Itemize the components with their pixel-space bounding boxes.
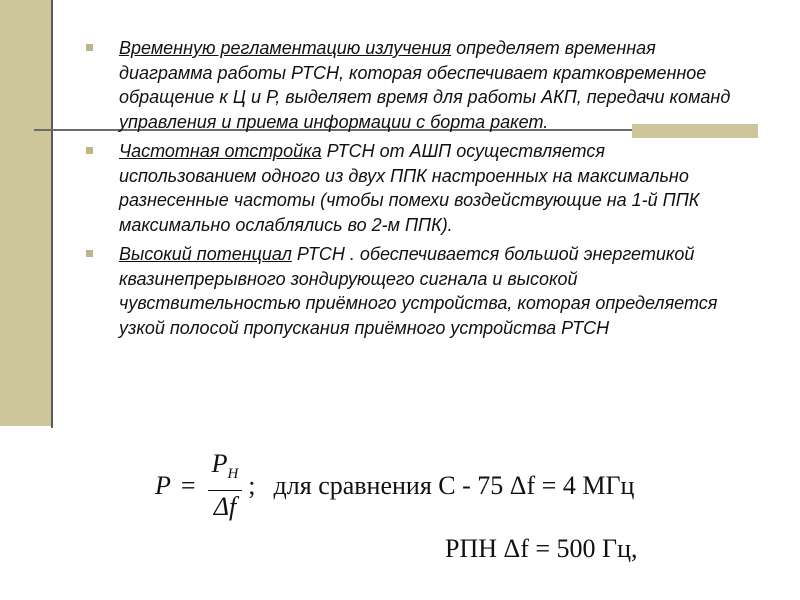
slide-body — [86, 36, 746, 345]
bullet-lead: Временную регламентацию излучения — [119, 38, 452, 58]
decorative-vertical-rule — [51, 0, 53, 428]
bullet-text: определяет временная диаграмма работы РТСН, которая обеспечивает кратковременное обращение к Ц и Р, выделяет время для работы АКП, передачи команд управления и приема информации с борта ракет. — [119, 38, 731, 132]
formula-semicolon: ; — [248, 471, 256, 500]
bullet-lead: Высокий потенциал — [119, 244, 292, 264]
decorative-side-band — [0, 0, 52, 426]
bullet-lead: Частотная отстройка — [119, 141, 322, 161]
bullet-text: РТСН . обеспечивается большой энергетикой квазинепрерывного зондирующего сигнала и высокой чувствительностью приёмного устройства, которая определяется узкой полосой пропускания приёмного устройства РТСН — [119, 244, 718, 338]
formula-rpn-bandwidth: РПН Δf = 500 Гц, — [445, 534, 638, 563]
bullet-item — [86, 139, 746, 237]
formula-comparison: для сравнения С - 75 Δf = 4 МГц — [273, 471, 635, 500]
square-bullet-icon — [86, 147, 93, 154]
fraction-numerator: $P_H$ — [211, 449, 239, 483]
formula-equals: = — [180, 471, 196, 500]
formula-lhs: P — [155, 471, 171, 500]
square-bullet-icon — [86, 250, 93, 257]
fraction-denominator: Δf — [208, 490, 242, 523]
bullet-item — [86, 242, 746, 340]
bullet-text: РТСН от АШП осуществляется использованием одного из двух ППК настроенных на максимально разнесенные частоты (чтобы помехи воздействующие на 1-й ППК максимально ослаблялись во 2-м ППК). — [119, 141, 700, 235]
formula-fraction — [206, 449, 245, 522]
square-bullet-icon — [86, 44, 93, 51]
bullet-item — [86, 36, 746, 134]
